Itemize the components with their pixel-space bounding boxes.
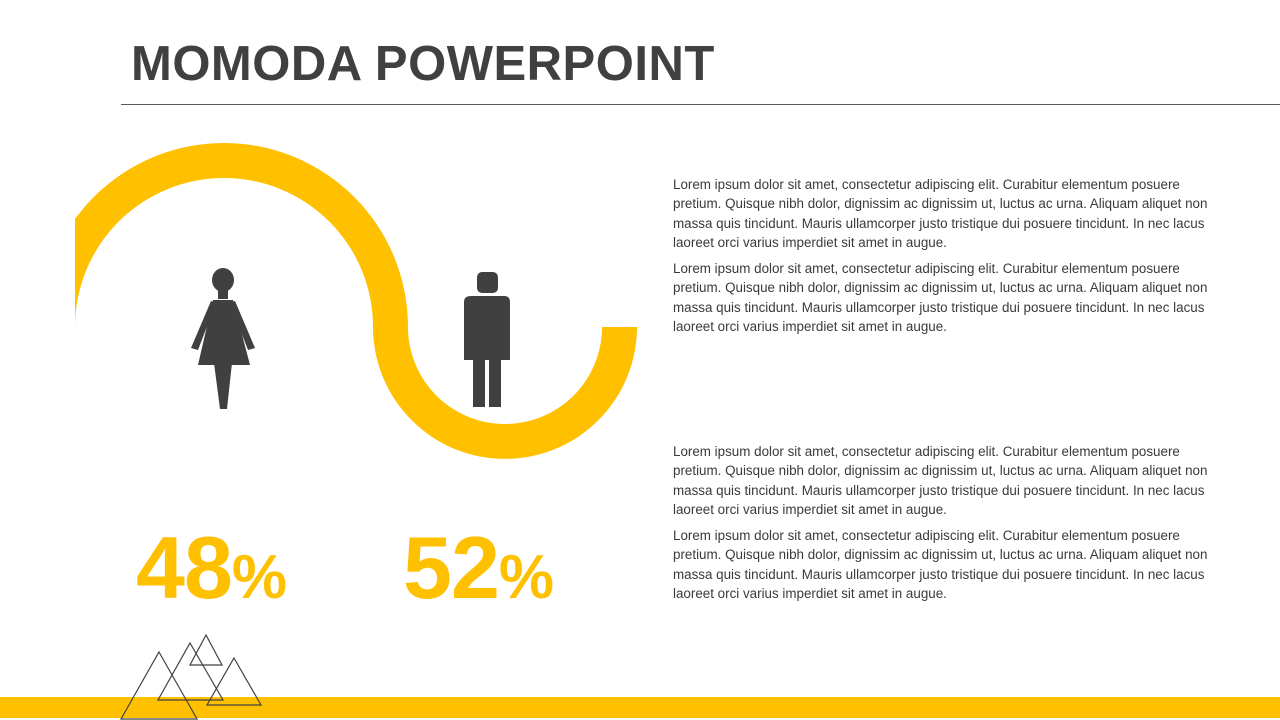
female-person-icon	[191, 268, 255, 409]
slide-title: MOMODA POWERPOINT	[131, 37, 715, 91]
wave-shape	[40, 143, 637, 459]
wave-mask	[0, 0, 75, 720]
triangle-outline-icon	[121, 635, 261, 719]
men-percentage	[403, 518, 554, 644]
women-percentage-unit: %	[231, 543, 288, 612]
paragraph: Lorem ipsum dolor sit amet, consectetur adipiscing elit. Curabitur elementum posuere pretium. Quisque nibh dolor, dignissim ac dignissim ut, luctus ac urna. Aliquam aliquet non massa quis tincidunt. Mauris ullamcorper justo tristique dui posuere tincidunt. In nec lacus laoreet orci varius imperdiet sit amet in augue.	[673, 261, 1208, 335]
paragraph: Lorem ipsum dolor sit amet, consectetur adipiscing elit. Curabitur elementum posuere pretium. Quisque nibh dolor, dignissim ac dignissim ut, luctus ac urna. Aliquam aliquet non massa quis tincidunt. Mauris ullamcorper justo tristique dui posuere tincidunt. In nec lacus laoreet orci varius imperdiet sit amet in augue.	[673, 528, 1208, 602]
text-block-top	[673, 175, 1213, 343]
women-percentage-number: 48	[136, 518, 232, 617]
men-percentage-unit: %	[498, 543, 555, 612]
men-percentage-number: 52	[403, 518, 499, 617]
decorative-triangles	[0, 620, 300, 720]
text-block-bottom	[673, 442, 1213, 610]
paragraph: Lorem ipsum dolor sit amet, consectetur adipiscing elit. Curabitur elementum posuere pretium. Quisque nibh dolor, dignissim ac dignissim ut, luctus ac urna. Aliquam aliquet non massa quis tincidunt. Mauris ullamcorper justo tristique dui posuere tincidunt. In nec lacus laoreet orci varius imperdiet sit amet in augue.	[673, 177, 1208, 250]
paragraph: Lorem ipsum dolor sit amet, consectetur adipiscing elit. Curabitur elementum posuere pretium. Quisque nibh dolor, dignissim ac dignissim ut, luctus ac urna. Aliquam aliquet non massa quis tincidunt. Mauris ullamcorper justo tristique dui posuere tincidunt. In nec lacus laoreet orci varius imperdiet sit amet in augue.	[673, 444, 1208, 517]
male-person-icon	[464, 272, 510, 407]
